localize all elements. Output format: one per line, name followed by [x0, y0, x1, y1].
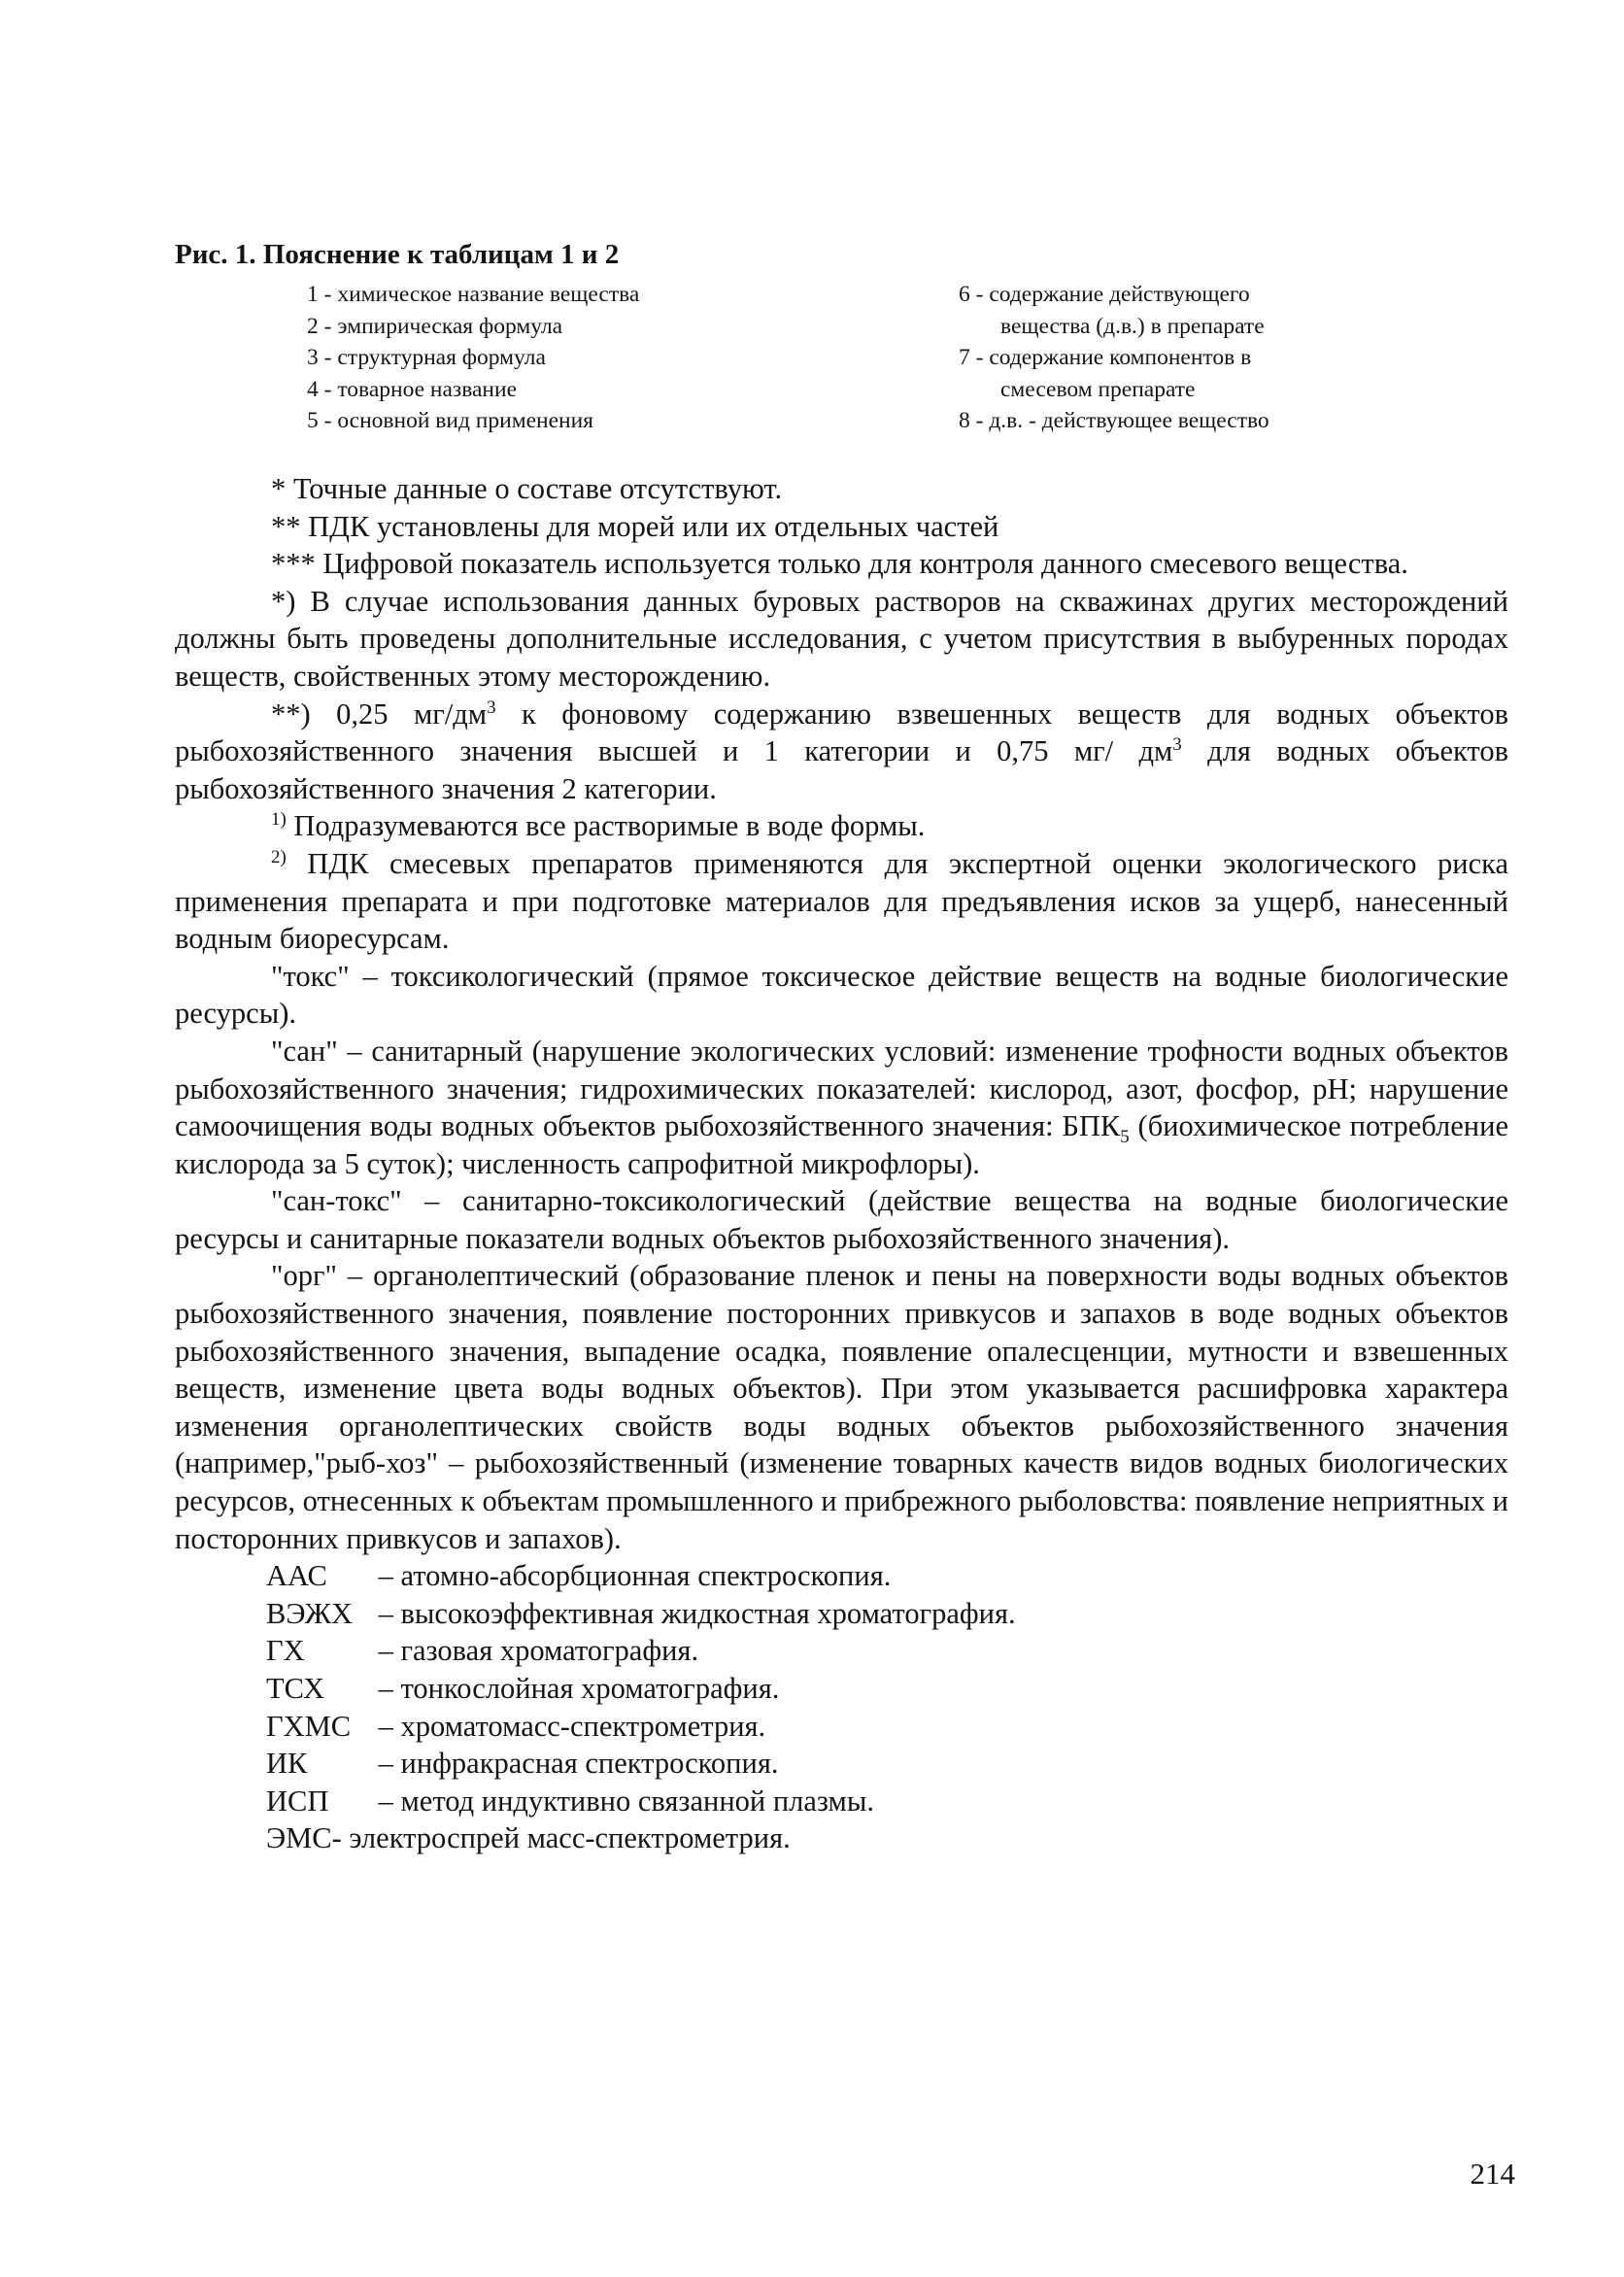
abbreviation-isp: [175, 1783, 1508, 1820]
legend-item-6: 6 - содержание действующего: [959, 282, 1250, 307]
note-paren-2-exponent-1: 3: [487, 697, 496, 718]
definition-san: [175, 1033, 1508, 1182]
note-paren-2-part-b: к фоновому содержанию взвешенных веществ для водных объектов рыбохозяйственного значения высшей и 1 категории и 0,75 мг/ дм: [175, 697, 1508, 768]
footnote-2-text: ПДК смесевых препаратов применяются для экспертной оценки экологического риска применения препарата и при подготовке материалов для предъявления исков за ущерб, нанесенный водным биоресурсам.: [175, 846, 1508, 956]
legend-item-6-continued: вещества (д.в.) в препарате: [1000, 313, 1265, 339]
legend-item-2: 2 - эмпирическая формула: [307, 313, 563, 339]
abbreviation-key: ЭМС-: [266, 1821, 342, 1855]
abbreviation-ik: [175, 1745, 1508, 1783]
abbreviation-text: – высокоэффективная жидкостная хроматография.: [378, 1596, 1016, 1630]
legend-left-column: [307, 279, 639, 437]
abbreviation-key: ВЭЖХ: [266, 1596, 354, 1630]
legend-item-1: 1 - химическое название вещества: [307, 282, 640, 307]
note-paren-1: *) В случае использования данных буровых растворов на скважинах других месторождений должны быть проведены дополнительные исследования, с учетом присутствия в выбуренных породах веществ, свойственных этому месторождению.: [175, 584, 1508, 693]
note-paren-2-part-c: для водных объектов рыбохозяйственного значения 2 категории.: [175, 734, 1508, 805]
abbreviation-key: ААС: [266, 1559, 327, 1593]
legend-item-7-continued: смесевом препарате: [1000, 376, 1196, 402]
page-number: 214: [1470, 2157, 1515, 2191]
note-paren-2: [175, 696, 1508, 808]
footnote-2: [175, 845, 1508, 958]
note-star-1: * Точные данные о составе отсутствуют.: [271, 472, 783, 505]
footnote-1-text: Подразумеваются все растворимые в воде формы.: [286, 809, 926, 843]
legend-right-column: [959, 279, 1269, 437]
abbreviation-key: ГХ: [266, 1634, 305, 1668]
abbreviation-ems: [175, 1819, 1508, 1857]
legend-item-5: 5 - основной вид применения: [307, 408, 593, 433]
definition-san-subscript: 5: [1120, 1127, 1130, 1148]
figure-title: Рис. 1. Пояснение к таблицам 1 и 2: [175, 239, 620, 270]
definition-san-toks: "сан-токс" – санитарно-токсикологический (действие вещества на водные биологические ресурсы и санитарные показатели водных объектов рыбохозяйственного значения).: [175, 1184, 1508, 1255]
abbreviation-key: ТСХ: [266, 1672, 325, 1705]
definition-org: "орг" – органолептический (образование пленок и пены на поверхности воды водных объектов рыбохозяйственного значения, появление посторонних привкусов и запахов в воде водных объектов рыбохозяйственного значения, выпадение осадка, появление опалесценции, мутности и взвешенных веществ, изменение цвета воды водных объектов). При этом указывается расшифровка характера изменения органолептических свойств воды водных объектов рыбохозяйственного значения (например,"рыб-хоз" – рыбохозяйственный (изменение товарных качеств видов водных биологических ресурсов, отнесенных к объектам промышленного и прибрежного рыболовства: появление неприятных и посторонних привкусов и запахов).: [175, 1259, 1508, 1555]
note-star-3: *** Цифровой показатель используется только для контроля данного смесевого вещества.: [271, 547, 1408, 581]
abbreviation-key: ИСП: [266, 1784, 329, 1818]
abbreviation-vezhkh: [175, 1595, 1508, 1633]
definition-san-part-b: (биохимическое потребление кислорода за 5 суток); численность сапрофитной микрофлоры).: [175, 1109, 1508, 1180]
note-paren-2-part-a: **) 0,25 мг/дм: [271, 697, 488, 731]
abbreviation-text: – газовая хроматография.: [378, 1634, 699, 1668]
legend-item-8: 8 - д.в. - действующее вещество: [959, 408, 1269, 433]
abbreviation-tskh: [175, 1670, 1508, 1708]
abbreviation-text: – тонкослойная хроматография.: [378, 1672, 780, 1705]
notes-body: [175, 470, 1508, 1857]
note-paren-2-exponent-2: 3: [1172, 734, 1182, 755]
abbreviation-key: ГХМС: [266, 1709, 352, 1743]
abbreviation-text: электроспрей масс-спектрометрия.: [349, 1821, 791, 1855]
abbreviation-aas: [175, 1557, 1508, 1595]
legend-item-3: 3 - структурная формула: [307, 345, 546, 370]
abbreviation-gkh: [175, 1632, 1508, 1670]
definition-toks: "токс" – токсикологический (прямое токсическое действие веществ на водные биологические ресурсы).: [175, 959, 1508, 1031]
legend-item-4: 4 - товарное название: [307, 376, 518, 402]
definition-san-part-a: "сан" – санитарный (нарушение экологических условий: изменение трофности водных объектов рыбохозяйственного значения; гидрохимических показателей: кислород, азот, фосфор, рН; нарушение самоочищения воды водных объектов рыбохозяйственного значения: БПК: [175, 1034, 1508, 1143]
abbreviation-text: – хроматомасс-спектрометрия.: [378, 1709, 766, 1743]
legend-item-7: 7 - содержание компонентов в: [959, 345, 1252, 370]
footnote-1-mark: 1): [271, 809, 287, 831]
abbreviation-text: – метод индуктивно связанной плазмы.: [378, 1784, 874, 1818]
note-star-2: ** ПДК установлены для морей или их отдельных частей: [271, 509, 999, 543]
abbreviation-gkhms: [175, 1708, 1508, 1746]
footnote-2-mark: 2): [271, 846, 287, 867]
abbreviation-text: – инфракрасная спектроскопия.: [378, 1747, 779, 1781]
abbreviation-text: – атомно-абсорбционная спектроскопия.: [378, 1559, 892, 1593]
abbreviation-key: ИК: [266, 1747, 308, 1781]
footnote-1: [175, 807, 1508, 845]
